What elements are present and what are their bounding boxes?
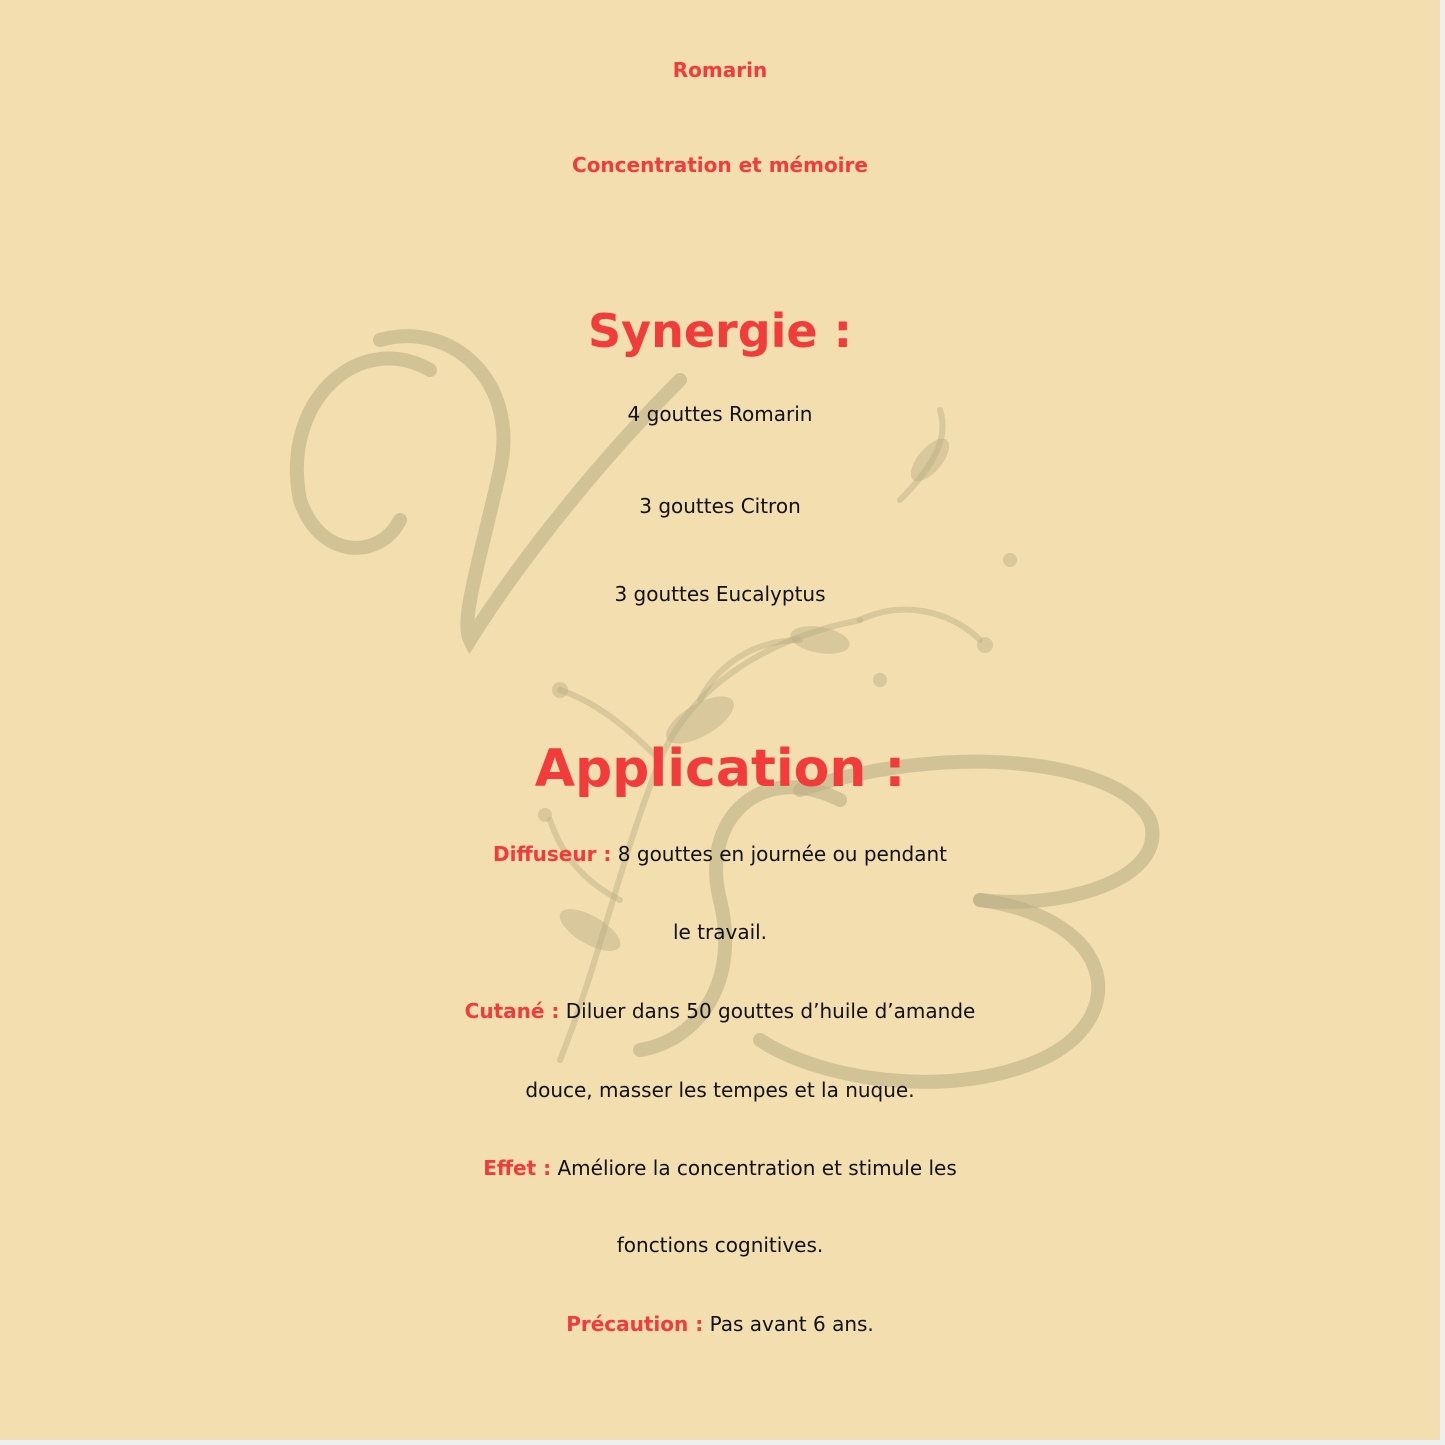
synergie-item: 4 gouttes Romarin <box>627 402 813 426</box>
precaution-label: Précaution : <box>566 1312 704 1336</box>
effet-line <box>0 1140 1440 1196</box>
precaution-line <box>0 1296 1440 1352</box>
precaution-text: Pas avant 6 ans. <box>703 1312 874 1336</box>
synergie-item: 3 gouttes Citron <box>639 494 801 518</box>
diffuseur-line <box>0 826 1440 882</box>
diffuseur-text-cont: le travail. <box>672 920 768 944</box>
cutane-text-cont: douce, masser les tempes et la nuque. <box>525 1078 915 1102</box>
cutane-text: Diluer dans 50 gouttes d’huile d’amande <box>559 999 976 1023</box>
effet-label: Effet : <box>483 1156 552 1180</box>
diffuseur-text: 8 gouttes en journée ou pendant <box>611 842 947 866</box>
application-heading: Application : <box>534 739 906 799</box>
effet-text: Améliore la concentration et stimule les <box>551 1156 957 1180</box>
synergie-heading: Synergie : <box>587 304 853 358</box>
diffuseur-label: Diffuseur : <box>493 842 612 866</box>
cutane-label: Cutané : <box>464 999 560 1023</box>
title-plant-name: Romarin <box>672 58 768 82</box>
effet-text-cont: fonctions cognitives. <box>616 1233 824 1257</box>
cutane-line <box>0 983 1440 1039</box>
synergie-item: 3 gouttes Eucalyptus <box>614 582 826 606</box>
title-subtitle: Concentration et mémoire <box>572 153 868 177</box>
